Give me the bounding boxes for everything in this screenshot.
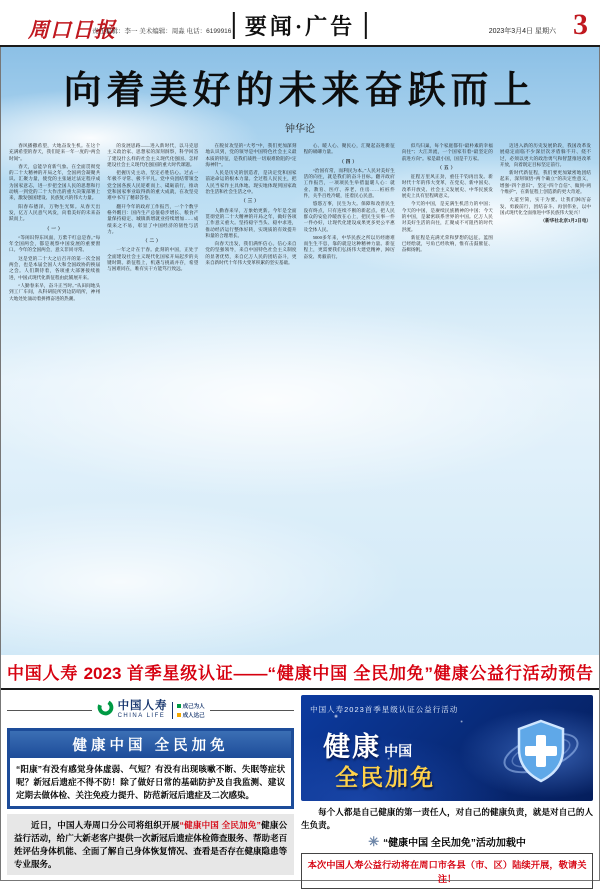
- article-paragraph: 新时代新征程，我们要更加紧密地团结起来，深刻领悟“两个确立”的决定性意义，增强“四个意识”、坚定“四个自信”、做到“两个维护”，在新征程上创造新的更大奇迹。: [499, 170, 591, 195]
- article-paragraph: 这是党的二十大之后召开的第一次全国两会，也是本届全国人大和全国政协的换届之会。人们期待着，各项重大部署接续推进，中国式现代化新征程由此铺展开来。: [9, 255, 101, 280]
- article-paragraph: 阳春布德泽，万物生光辉。从春天出发，亿万人民意气风发，向着美好的未来奋跃而上。: [9, 203, 101, 222]
- article-paragraph: （一）: [44, 225, 65, 231]
- promo-word-china: 中国: [384, 743, 413, 759]
- article-paragraph: 似鸟归巢，每个家庭都有“最朴素的幸福向往”；大江奔流，一个国家有着“最坚定的前进方向”。家是最小国，国是千万家。: [401, 143, 493, 161]
- article-paragraph: （二）: [142, 238, 163, 244]
- brand-text: [118, 701, 168, 719]
- activity-text-post: 健康公益行活动，给广大新老客户提供一次新冠后遗症体检筛查服务、帮助老百姓评估身体机能、全面了解自己身体恢复情况、查看是否存在健康隐患等专业服务。: [14, 820, 288, 869]
- slogan-line-1: 成己为人: [182, 703, 205, 710]
- notice-box: 本次中国人寿公益行动将在周口市各县（市、区）陆续开展，敬请关注！: [301, 853, 593, 889]
- health-banner: 健康中国 全民加免: [10, 731, 291, 758]
- loading-row: [301, 834, 593, 849]
- article-paragraph: （四）: [339, 158, 359, 164]
- lead-article: [1, 47, 599, 655]
- article-paragraph: 5000多年来，中华民族之所以历经磨难而生生不息，靠的就是这种精神力量。新征程上，更需要我们弘扬伟大建党精神，踔厉奋发、勇毅前行。: [303, 234, 395, 259]
- china-life-logo-icon: [97, 699, 114, 721]
- activity-description: [7, 814, 294, 875]
- activity-text-highlight: “健康中国 全民加免”: [179, 820, 261, 831]
- article-paragraph: （三）: [241, 198, 261, 204]
- promo-title-line2: 全民加免: [335, 764, 436, 790]
- brand-name-en: CHINA LIFE: [117, 712, 166, 719]
- article-paragraph: 人勤春来早，万象始更新。今年是全面贯彻党的二十大精神的开局之年，做好各项工作意义重大。坚持稳字当头、稳中求进，推动经济运行整体好转，实现质的有效提升和量的合理增长。: [205, 207, 297, 238]
- advertisement-section: [1, 655, 599, 889]
- left-rule-bar: [233, 12, 235, 39]
- loading-spinner-icon: ✳: [368, 834, 380, 850]
- promo-tagline: 中国人寿2023首季星级认证公益行活动: [310, 705, 459, 714]
- article-paragraph: 悠悠万事，民生为大。保障和改善民生没有终点，只有连续不断的新起点。把人民群众的安危冷暖放在心上，把民生实事一件一件办好，让现代化建设成果更多更公平惠及全体人民。: [303, 201, 395, 232]
- article-paragraph: 征程万里风正劲，重任千钧再出发。新时代十年的伟大变革，在党史、新中国史、改革开放史、社会主义发展史、中华民族发展史上具有里程碑意义。: [401, 174, 493, 199]
- article-paragraph: “治国有常，而利民为本。”人民对美好生活的向往，就是我们的奋斗目标。翻开政府工作报告，一项项民生举措温暖人心：就业、教育、医疗、养老、住房……桩桩件件，关乎百姓冷暖，连着民心民意。: [303, 167, 395, 199]
- article-paragraph: “人勤春来早，奋斗正当时。”从田间地头到工厂车间，从科研院所到边防哨所，神州大地处处涌动着拼搏奋进的热潮。: [9, 282, 101, 301]
- ad-right-column: [301, 695, 593, 889]
- health-body-text: “阳康”有没有感觉身体虚弱、气短？有没有出现咳嗽不断、失眠等症状呢？新冠后遗症不得不防！除了做好日常的基础防护及自我监测、建议定期去做体检、关注免疫力提升、防范新冠后遗症及二次感染。: [16, 764, 286, 800]
- ad-headline: 中国人寿 2023 首季星级认证——“健康中国 全民加免”健康公益行活动预告: [1, 655, 599, 690]
- section-title-block: [233, 10, 367, 41]
- loading-text: “健康中国 全民加免”活动加载中: [383, 838, 526, 850]
- article-paragraph: 在脱贫攻坚的“大考”中，我们更加深刻地认识到，党的领导是中国特色社会主义最本质的特征，是我们战胜一切艰难险阻的“定海神针”。: [205, 143, 297, 167]
- gold-square-icon: [177, 713, 181, 717]
- promo-word-health: 健康: [323, 732, 382, 762]
- divider-line: [210, 710, 295, 711]
- article-paragraph: 迈进入新的历史发展阶段，我国改革发展稳定面临不少深层次矛盾躲不开、绕不过，必须以更大的政治勇气和智慧推进改革开放，向着既定目标坚定前行。: [499, 143, 591, 167]
- ad-body: [1, 690, 599, 889]
- article-paragraph: 向春天出发，我们满怀信心。信心来自党的坚强领导，来自中国特色社会主义制度的显著优势，来自亿万人民的团结奋斗，更来自新时代十年伟大变革积累的坚实基础。: [205, 241, 297, 266]
- brand-slogan: [172, 702, 205, 719]
- article-column: [205, 143, 296, 655]
- article-column: [107, 143, 198, 655]
- health-info-box: [7, 728, 294, 809]
- china-life-brand: [97, 699, 205, 721]
- shield-icon: [499, 707, 583, 791]
- slogan-line-2: 成人达己: [182, 712, 205, 719]
- article-paragraph: 一年之计在于春。此刻的中国，正处于全面建设社会主义现代化国家开局起步的关键时期。新征程上，机遇与挑战并存，希望与困难同在，唯有实干方能笃行致远。: [107, 247, 199, 272]
- article-column: [304, 143, 395, 655]
- right-rule-bar: [365, 12, 367, 39]
- brand-name-cn: 中国人寿: [117, 700, 168, 713]
- article-title: 向着美好的未来奋跃而上: [63, 70, 537, 112]
- article-paragraph: 心、暖人心、聚民心，汇聚起奋进新征程的磅礴力量。: [303, 143, 395, 155]
- article-paragraph: 大道至简，实干为要。让我们踔厉奋发、勇毅前行，团结奋斗、再创伟业，以中国式现代化全面推进中华民族伟大复兴！: [499, 197, 591, 215]
- article-paragraph: 新征程是充满光荣和梦想的远征。蓝图已经绘就，号角已经吹响，惟有击鼓催征、奋楫扬帆。: [401, 234, 493, 253]
- page-header: [0, 0, 600, 47]
- article-paragraph: 翻开今年的政府工作报告，一个个数字格外醒目：国内生产总值稳步增长、粮食产量保持稳定、城镇新增就业持续增加……成绩来之不易，彰显了中国经济的韧性与活力。: [107, 203, 199, 234]
- article-column: [402, 143, 493, 655]
- date-text: 2023年3月4日 星期六: [488, 28, 556, 35]
- article-column: [500, 143, 591, 655]
- responsibility-text: 每个人都是自己健康的第一责任人，对自己的健康负责，就是对自己的人生负责。: [301, 807, 593, 831]
- article-paragraph: 春风播撒希望，大地奋发生机。在这个充满希望的春天，我们迎来一年一度的“两会时间”。: [9, 143, 101, 161]
- article-paragraph: （新华社北京3月2日电）: [540, 218, 591, 224]
- article-paragraph: 春天，总能孕育新气象。在全面贯彻党的二十大精神的开局之年，全国两会凝聚共识、汇聚力量，使党的主张通过法定程序成为国家意志，进一步把全国人民的思想和行动统一到党的二十大作出的重大决策部署上来，激发强国建设、民族复兴的伟大力量。: [9, 163, 101, 201]
- activity-text-pre: 近日，中国人寿周口分公司将组织开展: [31, 820, 180, 831]
- article-column: [9, 143, 100, 655]
- article-columns: [9, 143, 591, 655]
- article-paragraph: （五）: [437, 164, 458, 170]
- article-paragraph: 把握历史主动，坚定必胜信心。过去一年极不寻常、极不平凡。党中央团结带领全党全国各族人民迎难而上、砥砺前行，推动党和国家事业取得新的重大成就，在攻坚克难中书写了精彩答卷。: [107, 170, 199, 201]
- article-paragraph: 人民是历史的创造者，是决定党和国家前途命运的根本力量。全过程人民民主，把人民当家作主具体地、现实地体现到国家政治生活和社会生活之中。: [205, 170, 297, 195]
- ad-left-column: [7, 695, 294, 889]
- article-paragraph: “等闲识得东风面，万紫千红总是春。”每年全国两会，都是观察中国发展的重要窗口。今年的全国两会，意义非同寻常。: [9, 234, 101, 253]
- article-paragraph: 今天的中国，是充满生机活力的中国；今天的中国，是赓续民族精神的中国；今天的中国，是紧密联系世界的中国。亿万人民对美好生活的向往，汇聚成不可阻挡的时代洪流。: [401, 201, 493, 232]
- section-title: 要闻·广告: [244, 14, 356, 39]
- page-body: [0, 47, 600, 885]
- green-square-icon: [177, 704, 181, 708]
- brand-row: [7, 695, 294, 725]
- article-byline: 钟华论: [285, 124, 315, 135]
- divider-line: [7, 710, 92, 711]
- promo-banner: [301, 695, 593, 801]
- article-paragraph: 的发展思路——进入新时代，以马克思主义政治家、思想家的深刻洞察，科学回答了建设什么样的社会主义现代化强国、怎样建设社会主义现代化强国的重大时代课题。: [107, 143, 199, 167]
- editor-info: 责任编辑：李一 美术编辑：周淼 电话：6199916: [92, 28, 232, 35]
- page-number: 3: [573, 8, 588, 41]
- masthead-logo: 周口日报: [28, 18, 116, 42]
